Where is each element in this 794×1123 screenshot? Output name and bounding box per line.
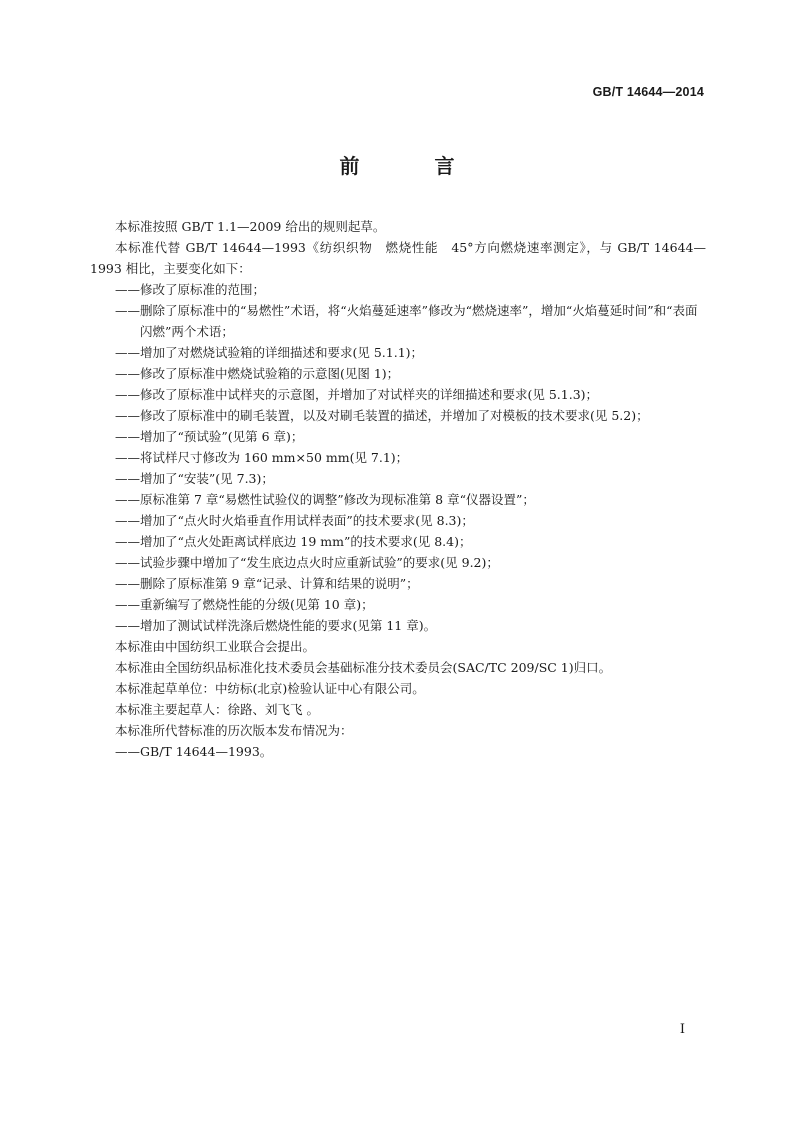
list-item: ——修改了原标准中的刷毛装置，以及对刷毛装置的描述，并增加了对模板的技术要求(见 5.2)； <box>115 408 649 423</box>
paragraph: 本标准由全国纺织品标准化技术委员会基础标准分技术委员会(SAC/TC 209/SC 1)归口。 <box>115 660 612 675</box>
list-item: ——删除了原标准第 9 章“记录、计算和结果的说明”； <box>115 576 419 591</box>
paragraph: 本标准主要起草人：徐路、刘飞飞 。 <box>115 702 319 717</box>
list-item: ——增加了“点火时火焰垂直作用试样表面”的技术要求(见 8.3)； <box>115 513 474 528</box>
paragraph: 本标准按照 GB/T 1.1—2009 给出的规则起草。 <box>115 219 386 234</box>
paragraph: 本标准所代替标准的历次版本发布情况为： <box>115 723 353 738</box>
history-item: ——GB/T 14644—1993。 <box>115 744 273 759</box>
page-title: 前 言 <box>339 154 489 178</box>
list-item: ——试验步骤中增加了“发生底边点火时应重新试验”的要求(见 9.2)； <box>115 555 499 570</box>
list-item: ——修改了原标准中燃烧试验箱的示意图(见图 1)； <box>115 366 400 381</box>
list-item: ——增加了“点火处距离试样底边 19 mm”的技术要求(见 8.4)； <box>115 534 472 549</box>
paragraph: 本标准代替 GB/T 14644—1993《纺织织物 燃烧性能 45°方向燃烧速率测定》，与 GB/T 14644—1993 相比，主要变化如下： <box>90 240 706 276</box>
standard-code: GB/T 14644—2014 <box>592 85 704 99</box>
list-item: ——原标准第 7 章“易燃性试验仪的调整”修改为现标准第 8 章“仪器设置”； <box>115 492 535 507</box>
list-item: ——增加了“安装”(见 7.3)； <box>115 471 274 486</box>
list-item: ——增加了对燃烧试验箱的详细描述和要求(见 5.1.1)； <box>115 345 424 360</box>
list-item: ——删除了原标准中的“易燃性”术语，将“火焰蔓延速率”修改为“燃烧速率”，增加“火焰蔓延时间”和“表面闪燃”两个术语； <box>115 303 698 339</box>
foreword-body <box>90 216 706 762</box>
list-item: ——增加了测试试样洗涤后燃烧性能的要求(见第 11 章)。 <box>115 618 437 633</box>
list-item: ——修改了原标准的范围； <box>115 282 266 297</box>
paragraph: 本标准由中国纺织工业联合会提出。 <box>115 639 316 654</box>
changes-list <box>90 279 706 636</box>
list-item: ——将试样尺寸修改为 160 mm×50 mm(见 7.1)； <box>115 450 409 465</box>
list-item: ——修改了原标准中试样夹的示意图，并增加了对试样夹的详细描述和要求(见 5.1.3)； <box>115 387 599 402</box>
list-item: ——重新编写了燃烧性能的分级(见第 10 章)； <box>115 597 374 612</box>
page-number: I <box>679 1022 685 1037</box>
list-item: ——增加了“预试验”(见第 6 章)； <box>115 429 304 444</box>
paragraph: 本标准起草单位：中纺标(北京)检验认证中心有限公司。 <box>115 681 425 696</box>
